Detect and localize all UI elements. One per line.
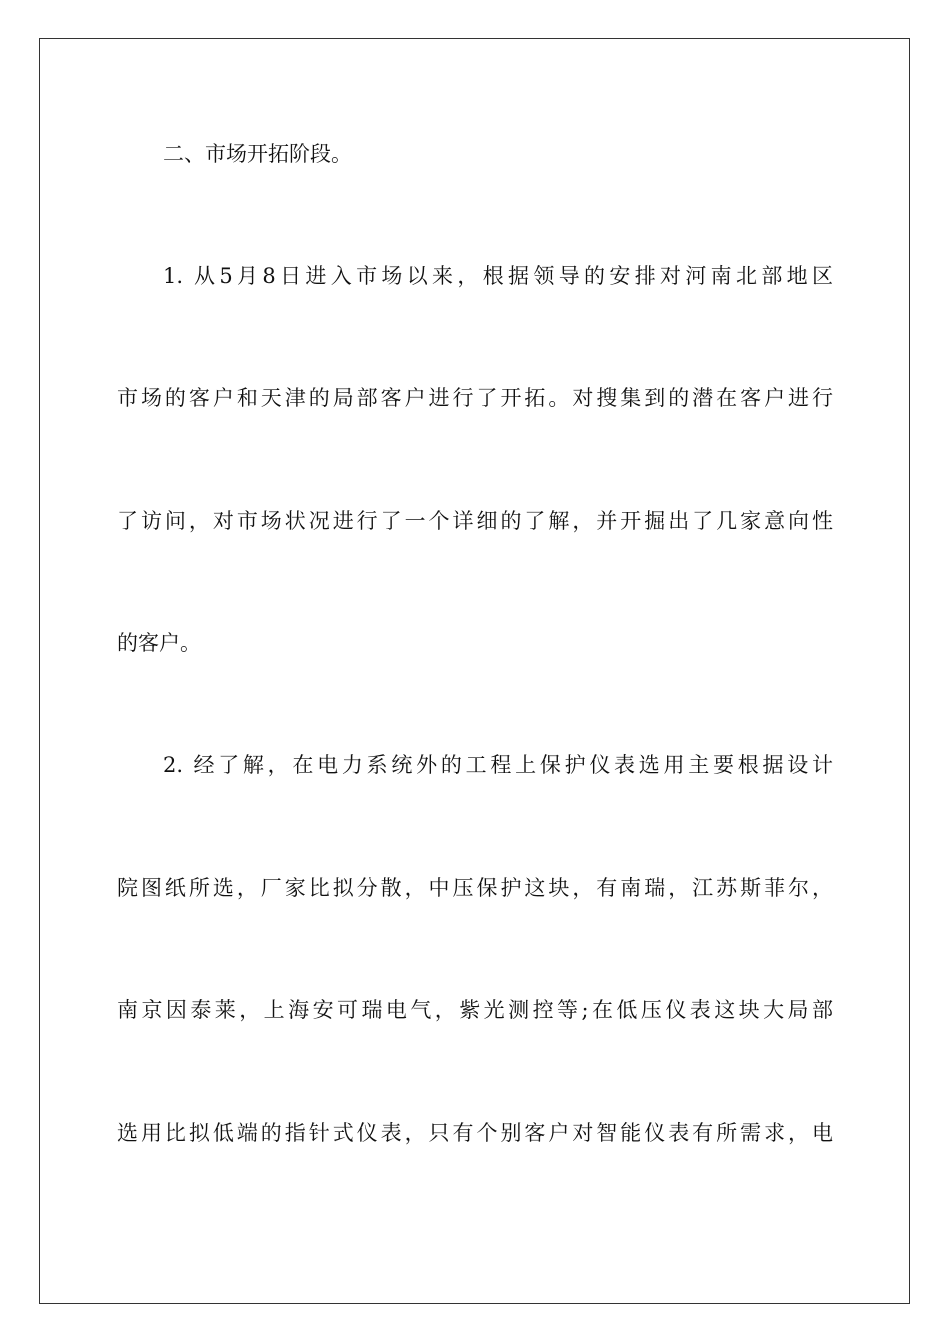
paragraph-1-line-1: 1. 从5月8日进入市场以来，根据领导的安排对河南北部地区: [163, 264, 833, 288]
section-heading: 二、市场开拓阶段。: [163, 142, 352, 166]
paragraph-1-line-4: 的客户。: [117, 631, 201, 655]
paragraph-2-line-2: 院图纸所选，厂家比拟分散，中压保护这块，有南瑞，江苏斯菲尔，: [117, 876, 833, 900]
paragraph-1-line-2: 市场的客户和天津的局部客户进行了开拓。对搜集到的潜在客户进行: [117, 386, 833, 410]
paragraph-2-line-4: 选用比拟低端的指针式仪表，只有个别客户对智能仪表有所需求，电: [117, 1121, 833, 1145]
paragraph-2-line-1: 2. 经了解，在电力系统外的工程上保护仪表选用主要根据设计: [163, 753, 833, 777]
paragraph-1-line-3: 了访问，对市场状况进行了一个详细的了解，并开掘出了几家意向性: [117, 509, 833, 533]
page-frame: [39, 38, 910, 1304]
paragraph-2-line-3: 南京因泰莱，上海安可瑞电气，紫光测控等;在低压仪表这块大局部: [117, 998, 833, 1022]
